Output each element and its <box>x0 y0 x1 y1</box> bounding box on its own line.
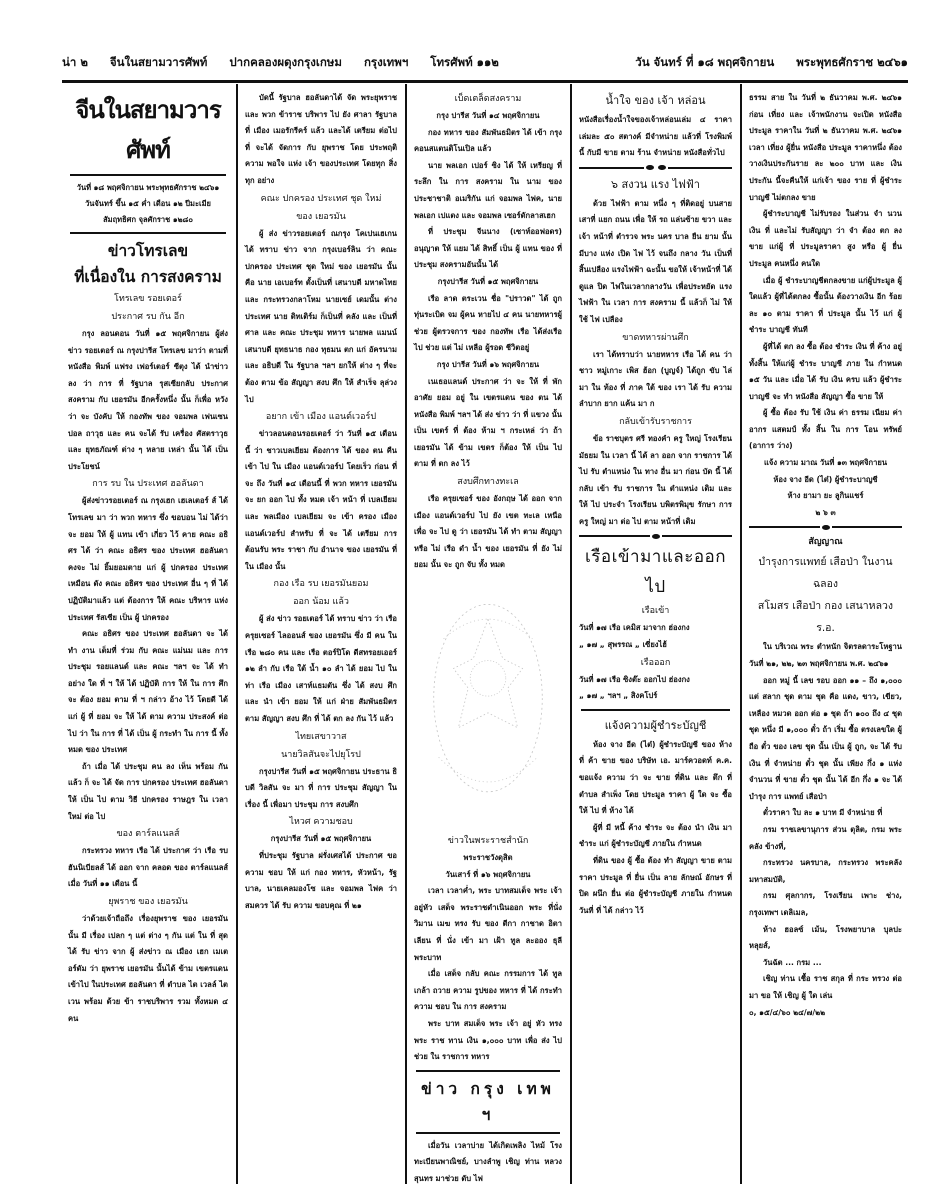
dateline: วันเสาร์ ที่ ๑๖ พฤศจิกายน <box>445 869 531 879</box>
article-body: กรุง ลอนดอน วันที่ ๑๕ พฤศจิกายน ผู้ส่ง ข่าว รอยเตอร์ ณ กรุงปารีส โทรเลข มาว่า ตามที่ หนังสือ พิมพ์ แฟรง เฟอร์เตอร์ ซีตุง ได้ นำข่าว ลง ว่า การ ที่ รัฐบาล รุสเซียกลับ ประกาศ สงคราม กับ เยอรมัน อีกครั้งหนึ่ง นั้น ก็เพื่อ หวัง ว่า จะ บังคับ ให้ กองทัพ ของ จอมพล เฟนเซน ปอล ถาวุธ และ คน จะได้ รับ เครื่อง ศัสตราวุธ และ ยุทธภัณฑ์ ต่าง ๆ หลาย เหล่า นั้น ได้ เป็น ประโยชน์ <box>68 329 228 471</box>
notice-label: สัญญาณ <box>808 537 843 548</box>
subheading: ประกาศ รบ กัน อีก <box>111 312 185 322</box>
headline: เรือเข้ามาและออกไป <box>584 547 727 598</box>
subheading: กอง เรือ รบ เยอรมันยอม <box>273 579 369 590</box>
article-body: ผู้ ซื้อ ต้อง รับ ใช้ เงิน ค่า ธรรม เนียม ค่า อากร แสตมป์ ทั้ง สิ้น ใน การ โอน ทรัพย์ (อาการ ว่าง) <box>749 408 902 451</box>
issue-date: วัน จันทร์ ที่ ๑๘ พฤศจิกายน <box>635 55 775 69</box>
subheading: ออก น้อม แล้ว <box>293 597 349 608</box>
article-body: ข้อ ราชบุตร ศรี ทองคำ ครู ใหญ่ โรงเรียน มัธยม ใน เวลา นี้ ได้ ลา ออก จาก ราชการ ได้ ไป รับ ตำแหน่ง ใน ทาง อื่น มา ก่อน บัด นี้ ได้ กลับ เข้า รับ ราชการ ใน ตำแหน่ง เดิม และ ให้ ไป ประจำ โรงเรียน บพิตรพิมุข รักษา การ ครู ใหญ่ มา ต่อ ไป ตาม หน้าที่ เดิม <box>579 433 732 526</box>
paper-name: จีนในสยามวารศัพท์ <box>109 55 208 69</box>
column-3 <box>408 84 568 1184</box>
divider <box>581 709 730 711</box>
divider <box>70 232 226 234</box>
ship-arrival: วันที่ ๑๗ เรือ เคมิส มาจาก ฮ่องกง <box>579 623 690 633</box>
ship-departure: „ ๑๗ „ ฯลฯ „ สิงคโปร์ <box>579 691 658 701</box>
issue-year: พระพุทธศักราช ๒๔๖๑ <box>796 55 908 69</box>
article-body: ที่ประชุม รัฐบาล ฝรั่งเศสได้ ประกาศ ขอ ความ ชอบ ให้ แก่ กอง ทหาร, หัวหน้า, รัฐ บาล, นายเคลมองโซ และ จอมพล ไฟค ว่า สมควร ได้ รับ ความ ขอบคุณ ที่ ๒๑ <box>245 850 397 910</box>
masthead-rule <box>70 174 226 176</box>
article-body: กอง ทหาร ของ สัมพันธมิตร ได้ เข้า กรุง คอนสแตนติโนเปิล แล้ว <box>414 127 562 154</box>
masthead: จีนในสยามวารศัพท์ <box>75 95 221 164</box>
subheading: สงบศึกทางทะเล <box>457 477 519 488</box>
column-5 <box>743 84 908 1184</box>
signature: ห้าง ยามา ยะ ลูกินแชร์ <box>787 491 864 501</box>
signature: ห้อง จาง อีด (ไต๋) ผู้ชำระบาญชี <box>773 474 878 484</box>
article-body: ผู้ ส่ง ข่าว รอยเตอร์ ได้ ทราบ ข่าว ว่า เรือ ครุยเซอร์ ไลออนส์ ของ เยอรมัน ซึ่ง มี คน ใน เรือ ๒๘๐ คน และ เรือ ตอร์ปิโด ดีสทรอยเออร์ ๑๒ ลำ กับ เรือ ใต้ น้ำ ๑๐ ลำ ได้ ยอม ไป ใน ท่า เรือ เมือง เสาท์แธมตัน ซึ่ง ได้ สงบ ศึก และ นำ เข้า ยอม ให้ แก่ ฝ่าย สัมพันธมิตร ตาม สัญญา สงบ ศึก ที่ ได้ ตก ลง กัน ไว้ แล้ว <box>245 614 397 723</box>
seller-line: ห้าง ฮอลซ์ เม้น, โรงพยาบาล บุลปะ หลุยส์, <box>749 924 902 951</box>
column-rule <box>405 84 407 1184</box>
headline: บำรุงการแพทย์ เสือป่า ในงานฉลอง <box>758 556 893 591</box>
subheading: อยาก เข้า เมือง แอนต์เวอร์ป <box>265 412 377 423</box>
headline: ข่าว กรุง เทพ ฯ <box>421 1079 555 1124</box>
article-body: เรา ได้ทราบว่า นายทหาร เรือ ได้ คน ว่า ชาว หมู่เกาะ เพิส ฮ้อก (บูญจ์) ได้ถูก ขับ ไล่ มา ใน ท้อง ที่ ภาค ใต้ ของ เรา ได้ รับ ความ ลำบาก ยาก แค้น มา ก <box>579 349 732 409</box>
subheading: ขาดทหารผ่านศึก <box>622 332 689 343</box>
numbers: ๒ ๖ ๓ <box>815 507 836 517</box>
subheading: แจ้งความผู้ชำระบัญชี <box>604 718 707 732</box>
seller-line: วันฉัต ... กรม ... <box>763 957 822 967</box>
article-body: ด้วย ไฟฟ้า ตาม หนึ่ง ๆ ที่ติดอยู่ บนสาย เสาที่ แยก ถนน เพื่อ ให้ รถ แล่นซ้าย ขวา และ เจ้า หน้าที่ ตำรวจ พระ นคร บาล ยืน ยาม นั้น มีบาง แห่ง เปิด ไฟ ไว้ จนถึง กลาง วัน เป็นที่ สิ้นเปลือง แรงไฟฟ้า ฉะนั้น ขอให้ เจ้าหน้าที่ ได้ดูแล ปิด ไฟในเวลากลางวัน เพื่อประหยัด แรงไฟฟ้า ใน เวลา การ สงคราม นี้ แล้วก็ ไม่ ให้ ใช้ ไฟ เปลือง <box>579 198 732 324</box>
column-rule <box>236 84 238 1184</box>
article-body: หนังสือเรื่องน้ำใจของเจ้าหล่อนเล่ม ๔ ราคา เล่มละ ๕๐ สตางค์ มีจำหน่าย แล้วที่ โรงพิมพ์ นี้ กับมี ขาย ตาม ร้าน จำหน่าย หนังสือทั่วไป <box>579 115 732 158</box>
subheading: ไหวศ ความชอบ <box>289 817 353 828</box>
subheading: เรือออก <box>640 657 671 668</box>
article-body: คณะ อธิศร ของ ประเทศ ฮอลันดา จะ ได้ ทำ งาน เต็มที่ ร่วม กับ คณะ แม่นม และ การ ประชุม รอยแลนด์ และ คณะ ฯลฯ จะ ได้ ทำ อย่าง ใด ที่ ฯ ให้ ได้ ปฏิบัติ การ ให้ ใน การ ศึก จะ ต้อง ยอม ตาม ที่ ฯ กล่าว อ้าง ไว้ โดยดี ได้ แก่ ผู้ ที่ ยอม จะ ให้ ได้ ตาม ความ ประสงค์ ต่อ ไป ว่า ใน การ ที่ ได้ เป็น ผู้ กระทำ ใน การ นี้ ทั้ง หมด ของ ประเทศ <box>68 629 228 755</box>
article-body: ออก หมู่ นี้ เลข รอบ ออก ๑๑ – ถึง ๑,๐๐๐ แต่ สลาก ชุด ตาม ชุด คือ แดง, ขาว, เขียว, เหลือง หมวด ออก ต่อ ๑ ชุด ถ้า ๑๐๐ ถึง ๔ ชุด ชุด หนึ่ง มี ๑,๐๐๐ ตั๋ว ถ้า เริ่ม ซื้อ ตรงเลขใด ผู้ ถือ ตั๋ว ของ เลข ชุด นั้น เป็น ผู้ ถูก, จะ ได้ รับ เงิน ที่ จำหน่าย ตั๋ว ชุด นั้น เพียง กึ่ง ๑ แห่ง จำนวน ที่ ขาย ตั๋ว ชุด นั้น ได้ อีก กึ่ง ๑ จะ ได้ บำรุง การ แพทย์ เสือป่า <box>749 675 902 801</box>
article-body: เนเธอแลนด์ ประกาศ ว่า จะ ให้ ที่ พัก อาศัย ยอม อยู่ ใน เขตรแดน ของ ตน ได้ หนังสือ พิมพ์ ฯลฯ ได้ ส่ง ข่าว ว่า ที่ แขวง นั้น เป็น เขตร์ ที่ ต้อง ห้าม ฯ กระเหล่ ว่า ถ้า เยอรมัน ได้ ข้าม เขตร ก็ต้อง ให้ เป็น ไป ตาม ที่ ตก ลง ไว้ <box>414 376 562 469</box>
column-rule <box>570 84 572 1184</box>
article-body: ผู้ชำระบาญชี ไม่รับรอง ในส่วน จำ นวน เงิน ที่ และไม่ รับสัญญา ว่า จำ ต้อง ตก ลง ขาย แก่ผู้ ที่ ประมูลราคา สูง หรือ ผู้ ยื่น ประมูล คนหนึ่ง คนใด <box>749 209 902 268</box>
subheading: เรือเข้า <box>641 606 670 617</box>
page-header <box>62 50 908 76</box>
subheading: ๖ สงวน แรง ไฟฟ้า <box>611 177 700 191</box>
garuda-emblem-watermark <box>414 578 562 828</box>
article-body: ผู้ ส่ง ข่าวรอยเตอร์ ณกรุง โคเปนเฮเกน ได้ ทราบ ข่าว จาก กรุงเบอร์ลิน ว่า คณะ ปกครอง ประเทศ ชุด ใหม่ ของ เยอรมัน นั้น คือ นาย เอเบอร์ท ตั้งเป็นที่ เสนาบดี มหาดไทย และ กระทรวงกลาโหม นายเซย์ เดมนั้น ต่าง ประเทศ นาย ดิทเติร์ม ก็เป็นที่ คลัง และ เป็นที่ ศาล และ คณะ ประชุม ทหาร นายพล แมนน์ เสนาบดี ยุทธนาธ กอง ทุธมน ตก แก่ อัครนาม และ อธิบดี ใน รัฐบาล ฯลฯ ยกให้ ต่าง ๆ ที่จะ ต้อง ตาม ข้อ สัญญา สงบ ศึก ให้ สำเร็จ ลุล่วง ไป <box>245 228 397 404</box>
ornamental-divider <box>749 523 902 531</box>
ornamental-divider <box>579 164 732 172</box>
subheading: ไทยเสขาวาส <box>295 731 347 742</box>
article-body: กรุงปารีส วันที่ ๑๕ พฤศจิกายน ประธาน ธิบดี วิลสัน จะ มา ที่ การ ประชุม สัญญา ใน เรื่อง นี้ เพื่อมา ประชุม การ สงบศึก <box>245 766 397 809</box>
divider <box>416 1070 560 1072</box>
article-body: ตั๋วราคา ใบ ละ ๑ บาท มี จำหน่าย ที่ <box>763 808 883 818</box>
city: กรุงเทพฯ <box>363 55 409 69</box>
article-body: ห้อง จาง อีด (ไต๋) ผู้ชำระบัญชี ของ ห้าง ที่ ค้า ขาย ของ บริษัท เอ. มาร์ควอดท์ ค.ค. ขอแจ้ง ความ ว่า จะ ขาย ที่ดิน และ ตึก ที่ ตำบล สำเพ็ง โดย ประมูล ราคา ผู้ ใด จะ ซื้อ ให้ ไป ที่ ห้าง ได้ <box>579 739 732 816</box>
office-address: ปากคลองผดุงกรุงเกษม <box>229 55 342 69</box>
column-1 <box>62 84 234 1184</box>
headline: ข่าวโทรเลข <box>107 242 189 260</box>
article-body: ผู้ส่งข่าวรอยเตอร์ ณ กรุงเฮก เฮเลเตอร์ ส์ ได้ โทรเลข มา ว่า พวก ทหาร ซึ่ง ขอบอน ไม่ ได้ว่า จะ ยอม ให้ ผู้ แทน เข้า เกี่ยว ไว้ คาย คณะ อธิศร ได้ ว่า คณะ อธิศร ของ ประเทศ ฮอลันดา คงจะ ไม่ ยิ้มยอมตาย แก่ ผู้ ปกครอง ประเทศ เหมือน ดัง คณะ อธิศร ของ ประเทศ อื่น ๆ ที่ ได้ ปฏิบัติมาแล้ว แต่ ต้องการ ให้ คณะ บริหาร แห่ง ประเทศ รัสเซีย เป็น ผู้ ปกครอง <box>68 496 228 622</box>
ship-arrival: „ ๑๗ „ สุพรรณ „ เซี่ยงไฮ้ <box>579 640 667 650</box>
headline: สโมสร เสือป่า กอง เสนาหลวง ร.อ. <box>757 600 894 635</box>
subheading: น้ำใจ ของ เจ้า หล่อน <box>605 94 706 107</box>
article-body: นาย พลเอก เปอร์ ซิง ได้ ให้ เหรียญ ที่ ระลึก ใน การ สงคราม ใน นาม ของ ประชาชาติ อเมริกัน แก่ จอมพล ไฟค, นาย พลเอก เปแตง และ จอมพล เซอร์ดักลาสเฮก <box>414 160 562 220</box>
article-body: บัดนี้ รัฐบาล ฮอลันดาได้ จัด พระยุพราช และ พวก ข้าราช บริพาร ไป ยัง ศาลา รัฐบาล ที่ เมือง เมอรักรีคร์ แล้ว และได้ เตรียม ต่อไป ที่ จะได้ จัดการ กับ ยุพราช โดย ประพฤติ ความ พอใจ แห่ง เจ้า ของประเทศ โดยทุก สิ่ง ทุก อย่าง <box>245 93 397 185</box>
article-body: ธรรม สาย ใน วันที่ ๒ ธันวาคม พ.ศ. ๒๔๖๑ ก่อน เที่ยง และ เจ้าพนักงาน จะเปิด หนังสือ ประมูล ราคาใน วันที่ ๒ ธันวาคม พ.ศ. ๒๔๖๑ เวลา เที่ยง ผู้ยื่น หนังสือ ประมูล ราคาหนึ่ง ต้อง วางเงินประกันราย ละ ๒๐๐ บาท และ เงินประกัน นี้จะคืนให้ แก่เจ้า ของ ราย ที่ ผู้ชำระ บาญชี ไม่ตกลง ขาย <box>749 93 902 202</box>
seller-line: กรม ราชเลขานุการ ส่วน ตุลิต, กรม พระคลัง ข้างที่, <box>749 824 902 851</box>
article-body: กระทรวง ทหาร เรือ ได้ ประกาศ ว่า เรือ รบ ฮันนิเบียลส์ ได้ ออก จาก คลอด ของ ตาร์ลแนลส์ เมื่อ วันที่ ๑๑ เดือน นี้ <box>68 846 228 889</box>
article-body: เชิญ ท่าน เชื้อ ราช สกุล ที่ กระ ทรวง ต่อ มา ขอ ให้ เชิญ ผู้ ใด เล่น <box>749 974 902 1000</box>
dateline: แจ้ง ความ มาณ วันที่ ๑๓ พฤศจิกายน <box>763 458 888 468</box>
subheading: กลับเข้ารับราชการ <box>619 416 692 427</box>
subheading: เบ็ดเตล็ดสงคราม <box>454 94 522 104</box>
article-body: ข่าวลอนดอนรอยเตอร์ ว่า วันที่ ๑๕ เดือนนี้ ว่า ชาวเบลเยียม ต้องการ ได้ ของ ตน คืน เข้า ไป ใน เมือง แอนต์เวอร์ป โดยเร็ว ก่อน ที่ จะ ถึง วันที่ ๑๔ เดือนนี้ ที่ พวก ทหาร เยอรมัน จะ ยก ออก ไป ทั้ง หมด เจ้า หน้า ที่ เบลเยียม และ พลเมือง เบลเยียม จะ เข้า ครอง เมือง แอนต์เวอร์ป สำหรับ ที่ จะ ได้ เตรียม การ ต้อนรับ พระ ราชา กับ อำนาจ ของ เยอรมัน ที่ ใน เมือง นั้น <box>245 429 397 571</box>
article-body: เมื่อ ผู้ ชำระบาญชีตกลงขาย แก่ผู้ประมูล ผู้ใดแล้ว ผู้ที่ได้ตกลง ซื้อนั้น ต้องวางเงิน อีก ร้อย ละ ๑๐ ตาม ราคา ที่ ประมูล นั้น ไว้ แก่ ผู้ ชำระ บาญชี ทันที <box>749 275 902 335</box>
subheading: ของ เยอรมัน <box>296 211 346 222</box>
column-rule <box>740 84 742 1184</box>
article-body: เมื่อวัน เวลาบ่าย ได้เกิดเพลิง ไหม้ โรงทะเบียนพาณิชย์, บางลำพู เชิญ ท่าน หลวง สุนทร มาช่วย ดับ ไฟ <box>414 1140 562 1183</box>
article-body: เวลา เวลาค่ำ, พระ บาทสมเด็จ พระ เจ้า อยู่หัว เสด็จ พระราชดำเนินออก พระ ที่นั่ง วิมาน เมฆ ทรง รับ ของ ตีกา กาชาด อิตา เลียน ที่ นั่ง เข้า มา เฝ้า ทูล ละออง ธุลีพระบาท <box>414 886 562 962</box>
dateline: กรุงปารีส วันที่ ๑๕ พฤศจิกายน <box>270 834 372 844</box>
article-body: ถ้า เมื่อ ได้ ประชุม คน ลง เห็น พร้อม กัน แล้ว ก็ จะ ได้ จัด การ ปกครอง ประเทศ ฮอลันดา ให้ เป็น ไป ตาม วิธี ปกครอง ราษฎร ใน เวลา ใหม่ ต่อ ไป <box>68 761 228 821</box>
masthead-date-line: วันจันทร์ ขึ้น ๑๕ ค่ำ เดือน ๑๒ ปีมะเมีย <box>85 199 211 208</box>
page-number: น่า ๒ <box>62 55 88 69</box>
seller-line: กรม ศุลกากร, โรงเรียน เพาะ ช่าง, กรุงเทพฯ เดลิเมล, <box>749 891 902 917</box>
divider <box>416 1132 560 1134</box>
masthead-date-line: วันที่ ๑๘ พฤศจิกายน พระพุทธศักราช ๒๔๖๑ <box>76 183 220 192</box>
columns <box>62 84 908 1184</box>
dateline: กรุง ปารีส วันที่ ๑๔ พฤศจิกายน <box>436 111 540 120</box>
dateline: พระราชวังดุสิต <box>463 853 513 863</box>
article-body: ว่าด้วยเจ้าถือถึง เรื่องยุพราช ของ เยอรมัน นั้น มี เรื่อง เปลก ๆ แต่ ต่าง ๆ กัน แต่ ใน ที่ สุด ได้ รับ ข่าว จาก ผู้ ส่งข่าว ณ เมือง เฮก เมเตอร์ดัม ว่า ยุพราช เยอรมัน นั้นได้ ข้าม เขตรแดน เข้าไป ในประเทศ ฮอลันดา ที่ ตำบล ไต เวลล์ ไต เวน พร้อม ด้วย ข้า ราชบริพาร รวม ทั้งหมด ๔ คน <box>68 914 228 1023</box>
article-body: ผู้ที่ มี หนี้ ค้าง ชำระ จะ ต้อง นำ เงิน มา ชำระ แก่ ผู้ชำระบัญชี ภายใน กำหนด <box>579 822 732 849</box>
subheading: นายวิลสันจะไปยุโรป <box>281 749 361 760</box>
seller-line: กระทรวง นครบาล, กระทรวง พระคลัง มหาสมบัติ, <box>749 858 902 884</box>
dateline: กรุงปารีส วันที่ ๑๕ พฤศจิกายน <box>437 276 539 286</box>
article-body: ใน บริเวณ พระ ตำหนัก จิตรลดาระโหฐาน วันที่ ๒๑, ๒๒, ๒๓ พฤศจิกายน พ.ศ. ๒๔๖๑ <box>749 642 902 669</box>
article-body: ที่ ประชุม จีนนาง (เซาท์ออฟอดร) อนุญาต ให้ แยม ได้ สิทธิ์ เป็น ผู้ แทน ของ ที่ ประชุม สงครามอันนั้น ได้ <box>414 227 562 270</box>
newspaper-page <box>62 50 908 1185</box>
ship-departure: วันที่ ๑๗ เรือ ซิงต๊ะ ออกไป ฮ่องกง <box>579 674 690 684</box>
article-body: เมื่อ เสด็จ กลับ คณะ กรรมการ ได้ ทูล เกล้า ถวาย ความ รูปของ ทหาร ที่ ได้ กระทำ ความ ชอบ ใน การ สงคราม <box>414 969 562 1012</box>
phone: โทรศัพท์ ๑๑๒ <box>430 55 499 69</box>
subheading: ข่าวในพระราชสำนัก <box>447 836 529 847</box>
footer-dates: ๐, ๑๕/๔/๖๐ ๒๔/๗/๒๒ <box>749 1007 826 1017</box>
article-body: เรือ ลาด ตระเวน ชื่อ "ปราวด" ได้ ถูก ทุ่นระเบิด จม ผู้คน หายไป ๔ คน นายทหารผู้ ช่วย ผู้ตรวจการ ของ กองทัพ เรือ ได้ส่งเรือ ไป ช่วย แต่ ไม่ เหลือ ผู้รอด ชีวิตอยู่ <box>414 293 562 353</box>
masthead-date-line: สัมฤทธิศก จุลศักราช ๑๒๘๐ <box>103 215 193 224</box>
ornamental-divider <box>579 532 732 540</box>
subheading: ยุพราช ของ เยอรมัน <box>108 897 188 907</box>
header-rule <box>62 80 908 83</box>
column-4 <box>573 84 738 1184</box>
headline: ที่เนื่องใน การสงคราม <box>74 268 222 286</box>
article-body: พระ บาท สมเด็จ พระ เจ้า อยู่ หัว ทรง พระ ราช ทาน เงิน ๑,๐๐๐ บาท เพื่อ ส่ง ไป ช่วย ใน ราชการ ทหาร <box>414 1018 562 1062</box>
dateline: กรุง ปารีส วันที่ ๑๖ พฤศจิกายน <box>436 359 540 369</box>
subheading: โทรเลข รอยเตอร์ <box>114 294 182 304</box>
subheading: การ รบ ใน ประเทศ ฮอลันดา <box>92 479 204 490</box>
subheading: ของ ตาร์ลแนลส์ <box>116 829 180 840</box>
emblem-icon <box>414 578 562 828</box>
article-body: ผู้ที่ได้ ตก ลง ซื้อ ต้อง ชำระ เงิน ที่ ค้าง อยู่ ทั้งสิ้น ให้แก่ผู้ ชำระ บาญชี ภาย ใน กำหนด ๑๕ วัน และ เมื่อ ได้ รับ เงิน ครบ แล้ว ผู้ชำระ บาญชี จะ ทำ หนังสือ สัญญา ซื้อ ขาย ให้ <box>749 341 902 401</box>
article-body: เรือ ครุยเซอร์ ของ อังกฤษ ได้ ออก จาก เมือง แอนต์เวอร์ป ไป ยัง เขต ทะเล เหนือ เพื่อ จะ ไป ดู ว่า เยอรมัน ได้ ทำ ตาม สัญญา หรือ ไม่ เรือ ดำ น้ำ ของ เยอรมัน ที่ ยัง ไม่ ยอม นั้น จะ ถูก จับ ทั้ง หมด <box>414 494 562 570</box>
article-body: ที่ดิน ของ ผู้ ซื้อ ต้อง ทำ สัญญา ขาย ตาม ราคา ประมูล ที่ ยื่น เป็น ลาย ลักษณ์ อักษร ที่ ปิด ผนึก ยื่น ต่อ ผู้ชำระบัญชี ภายใน กำหนด วันที่ ที่ ได้ กล่าว ไว้ <box>579 856 732 915</box>
column-2 <box>239 84 403 1184</box>
subheading: คณะ ปกครอง ประเทศ ชุด ใหม่ <box>260 193 382 204</box>
